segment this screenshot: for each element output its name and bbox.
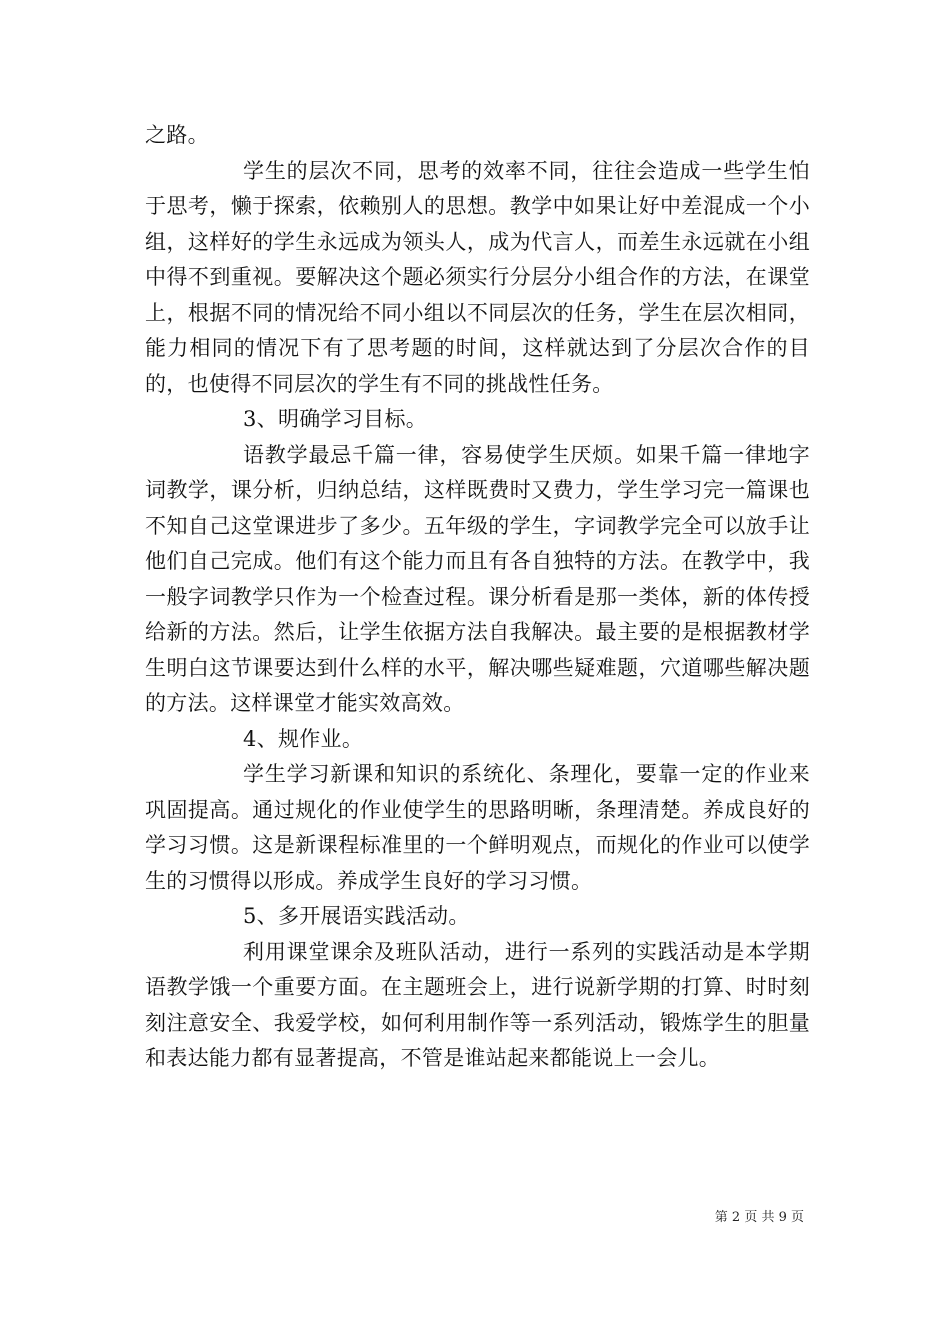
paragraph-grouping: 学生的层次不同，思考的效率不同，往往会造成一些学生怕于思考，懒于探索，依赖别人的思想。教学中如果让好中差混成一个小组，这样好的学生永远成为领头人，成为代言人，而差生永远就在小组中得不到重视。要解决这个题必须实行分层分小组合作的方法，在课堂上，根据不同的情况给不同小组以不同层次的任务，学生在层次相同，能力相同的情况下有了思考题的时间，这样就达到了分层次合作的目的，也使得不同层次的学生有不同的挑战性任务。 (145, 158, 810, 396)
body-text (145, 118, 810, 1077)
paragraph-homework: 学生学习新课和知识的系统化、条理化，要靠一定的作业来巩固提高。通过规化的作业使学生的思路明晰，条理清楚。养成良好的学习习惯。这是新课程标准里的一个鲜明观点，而规化的作业可以使学生的习惯得以形成。养成学生良好的学习习惯。 (145, 762, 810, 893)
section-heading-3: 3、明确学习目标。 (243, 407, 428, 431)
section-heading-5: 5、多开展语实践活动。 (243, 904, 470, 928)
paragraph-continuation: 之路。 (145, 123, 209, 147)
paragraph-activities: 利用课堂课余及班队活动，进行一系列的实践活动是本学期语教学饿一个重要方面。在主题班会上，进行说新学期的打算、时时刻刻注意安全、我爱学校，如何利用制作等一系列活动，锻炼学生的胆量和表达能力都有显著提高，不管是谁站起来都能说上一会儿。 (145, 939, 810, 1070)
page-number: 第 2 页 共 9 页 (714, 1210, 804, 1225)
paragraph-learning-goals: 语教学最忌千篇一律，容易使学生厌烦。如果千篇一律地字词教学，课分析，归纳总结，这样既费时又费力，学生学习完一篇课也不知自己这堂课进步了多少。五年级的学生，字词教学完全可以放手让他们自己完成。他们有这个能力而且有各自独特的方法。在教学中，我一般字词教学只作为一个检查过程。课分析看是那一类体，新的体传授给新的方法。然后，让学生依据方法自我解决。最主要的是根据教材学生明白这节课要达到什么样的水平，解决哪些疑难题，穴道哪些解决题的方法。这样课堂才能实效高效。 (145, 442, 810, 715)
section-heading-4: 4、规作业。 (243, 726, 364, 751)
